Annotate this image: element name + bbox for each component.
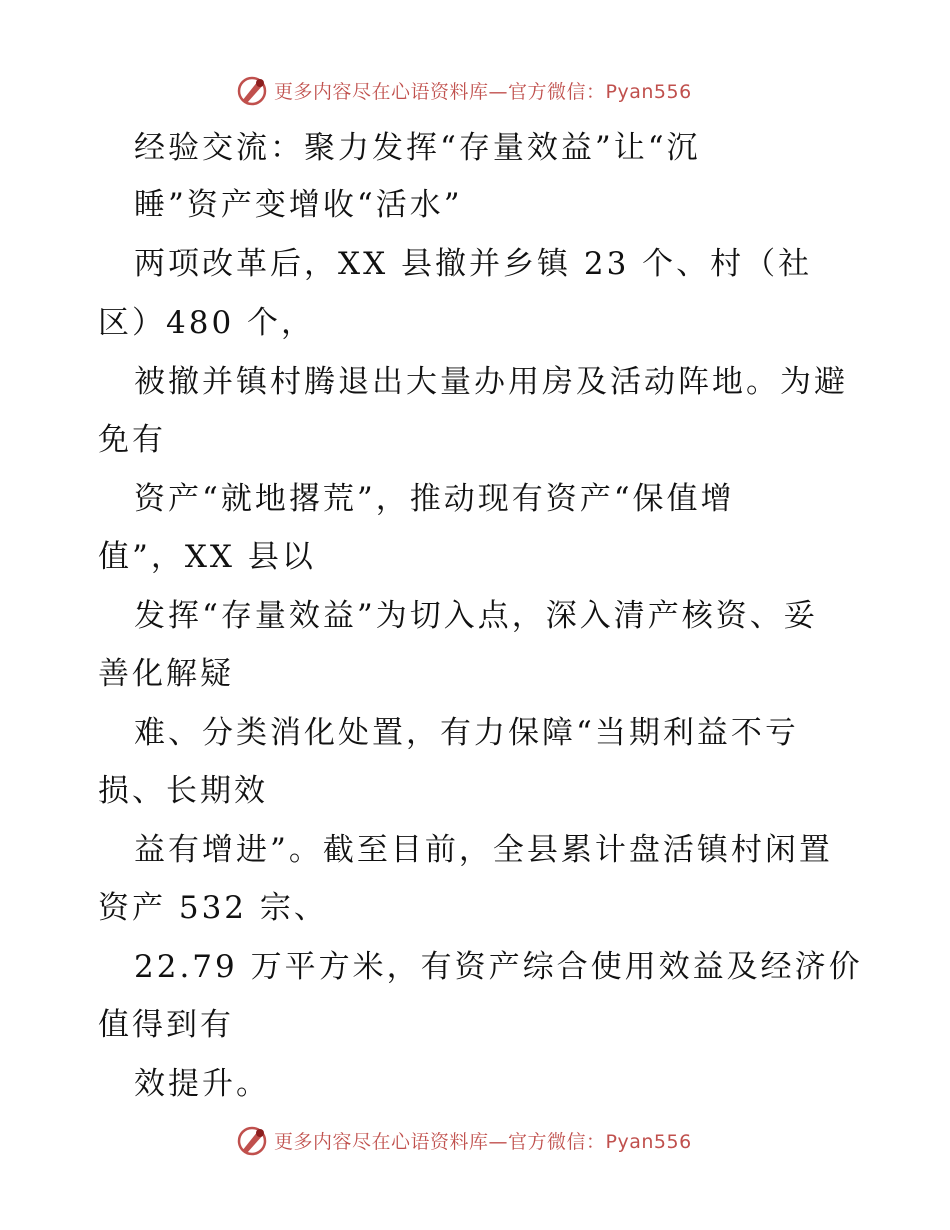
paragraph-line: 免有 — [98, 422, 166, 458]
paragraph-line: 被撤并镇村腾退出大量办用房及活动阵地。为避 — [134, 364, 848, 400]
paragraph-line: 发挥“存量效益”为切入点，深入清产核资、妥 — [134, 598, 818, 634]
title-line-1: 经验交流：聚力发挥“存量效益”让“沉 — [134, 130, 701, 166]
paragraph-line: 损、长期效 — [98, 773, 268, 809]
paragraph-line: 效提升。 — [134, 1066, 270, 1102]
header-watermark — [236, 72, 692, 108]
pen-logo-icon — [236, 73, 270, 107]
paragraph-line: 资产“就地撂荒”，推动现有资产“保值增 — [134, 481, 735, 517]
watermark-text: 更多内容尽在心语资料库—官方微信：Pyan556 — [274, 80, 692, 103]
paragraph-line: 值得到有 — [98, 1007, 234, 1043]
pen-logo-icon — [236, 1123, 270, 1157]
paragraph-line: 资产 532 宗、 — [98, 890, 328, 926]
paragraph-line: 难、分类消化处置，有力保障“当期利益不亏 — [134, 715, 799, 751]
title-line-2: 睡”资产变增收“活水” — [134, 187, 463, 223]
paragraph-line: 益有增进”。截至目前，全县累计盘活镇村闲置 — [134, 832, 833, 868]
footer-watermark — [236, 1122, 692, 1158]
paragraph-line: 区）480 个， — [98, 305, 316, 341]
paragraph-line: 22.79 万平方米，有资产综合使用效益及经济价 — [134, 949, 863, 985]
watermark-text: 更多内容尽在心语资料库—官方微信：Pyan556 — [274, 1130, 692, 1153]
paragraph-line: 值”，XX 县以 — [98, 539, 316, 575]
paragraph-line: 善化解疑 — [98, 656, 234, 692]
paragraph-line: 两项改革后，XX 县撤并乡镇 23 个、村（社 — [134, 246, 813, 282]
